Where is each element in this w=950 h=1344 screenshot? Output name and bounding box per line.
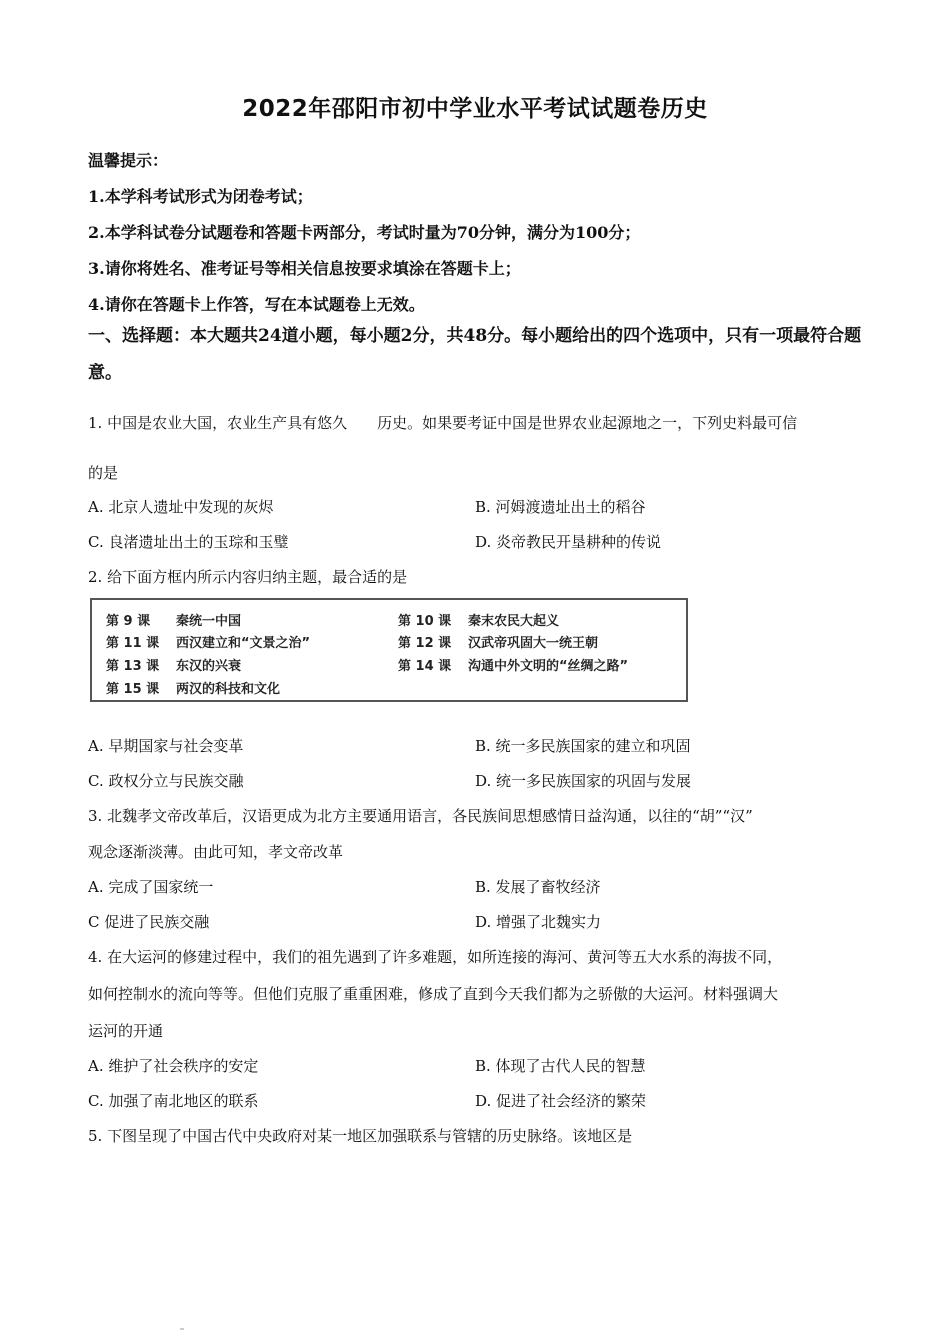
lesson-item: 第 9 课 秦统一中国	[106, 614, 242, 629]
q3-stem-line2: 观念逐渐淡薄。由此可知，孝文帝改革	[88, 843, 344, 861]
q3-option-c: C 促进了民族交融	[88, 913, 210, 931]
lesson-item: 第 15 课 两汉的科技和文化	[106, 682, 281, 697]
notice-item-3: 3.请你将姓名、准考证号等相关信息按要求填涂在答题卡上；	[88, 259, 521, 278]
lesson-item: 第 12 课 汉武帝巩固大一统王朝	[398, 636, 599, 651]
lesson-item: 第 11 课 西汉建立和“文景之治”	[106, 636, 311, 651]
q2-option-a: A. 早期国家与社会变革	[88, 737, 244, 755]
lesson-item: 第 14 课 沟通中外文明的“丝绸之路”	[398, 659, 629, 674]
page-title: 2022年邵阳市初中学业水平考试试题卷历史	[242, 96, 708, 122]
q5-stem: 5. 下图呈现了中国古代中央政府对某一地区加强联系与管辖的历史脉络。该地区是	[88, 1127, 633, 1145]
q4-option-a: A. 维护了社会秩序的安定	[88, 1057, 259, 1075]
q4-option-b: B. 体现了古代人民的智慧	[475, 1057, 646, 1075]
page-mark	[180, 1328, 184, 1330]
q3-stem-line1: 3. 北魏孝文帝改革后，汉语更成为北方主要通用语言，各民族间思想感情日益沟通，以往的“胡”“汉”	[88, 807, 753, 825]
q3-option-d: D. 增强了北魏实力	[475, 913, 602, 931]
q1-stem-part-a: 1. 中国是农业大国，农业生产具有悠久	[88, 414, 348, 432]
q2-stem: 2. 给下面方框内所示内容归纳主题，最合适的是	[88, 568, 408, 586]
q4-stem-line1: 4. 在大运河的修建过程中，我们的祖先遇到了许多难题，如所连接的海河、黄河等五大水系的海拔不同，	[88, 948, 783, 966]
section-heading: 一、选择题：本大题共24道小题，每小题2分，共48分。每小题给出的四个选项中，只有一项最符合题意。	[88, 326, 862, 383]
q1-option-a: A. 北京人遗址中发现的灰烬	[88, 498, 274, 516]
lesson-box	[90, 598, 688, 702]
q2-option-b: B. 统一多民族国家的建立和巩固	[475, 737, 691, 755]
notice-item-2: 2.本学科试卷分试题卷和答题卡两部分，考试时量为70分钟，满分为100分；	[88, 223, 641, 242]
q1-stem-line2: 的是	[88, 464, 119, 482]
q1-option-c: C. 良渚遗址出土的玉琮和玉璧	[88, 533, 289, 551]
q4-option-c: C. 加强了南北地区的联系	[88, 1092, 259, 1110]
q3-option-b: B. 发展了畜牧经济	[475, 878, 601, 896]
notice-item-4: 4.请你在答题卡上作答，写在本试题卷上无效。	[88, 295, 425, 314]
q2-option-d: D. 统一多民族国家的巩固与发展	[475, 772, 692, 790]
q1-stem-line1	[88, 412, 863, 433]
q3-option-a: A. 完成了国家统一	[88, 878, 214, 896]
notice-heading: 温馨提示：	[88, 151, 169, 170]
q2-option-c: C. 政权分立与民族交融	[88, 772, 244, 790]
lesson-item: 第 10 课 秦末农民大起义	[398, 614, 560, 629]
q4-stem-line3: 运河的开通	[88, 1022, 164, 1040]
lesson-item: 第 13 课 东汉的兴衰	[106, 659, 242, 674]
notice-item-1: 1.本学科考试形式为闭卷考试；	[88, 187, 313, 206]
q4-option-d: D. 促进了社会经济的繁荣	[475, 1092, 647, 1110]
q1-option-d: D. 炎帝教民开垦耕种的传说	[475, 533, 662, 551]
q1-option-b: B. 河姆渡遗址出土的稻谷	[475, 498, 646, 516]
q4-stem-line2: 如何控制水的流向等等。但他们克服了重重困难，修成了直到今天我们都为之骄傲的大运河。材料强调大	[88, 985, 779, 1003]
q1-stem-part-b: 历史。如果要考证中国是世界农业起源地之一，下列史料最可信	[377, 414, 798, 432]
